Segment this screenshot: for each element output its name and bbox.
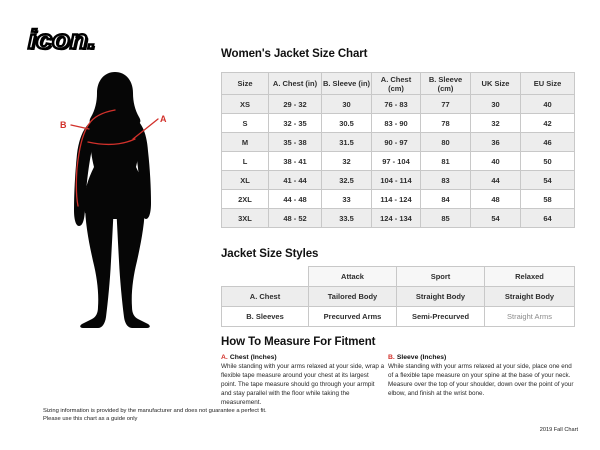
- column-header-chest-in: A. Chest (in): [269, 73, 322, 95]
- table-cell: 83 - 90: [372, 114, 421, 133]
- table-cell: 85: [421, 209, 471, 228]
- sizing-disclaimer: [43, 407, 267, 424]
- fitment-body-chest: While standing with your arms relaxed at your side, wrap a flexible tape measure around your chest at its largest point. The tape measure should go through your armpit and stay parallel with the floor while taking the measurement.: [221, 363, 385, 406]
- table-cell: 84: [421, 190, 471, 209]
- size-table-header-row: [222, 73, 575, 95]
- table-cell: XL: [222, 171, 269, 190]
- table-cell: 35 - 38: [269, 133, 322, 152]
- table-cell: 2XL: [222, 190, 269, 209]
- table-cell: Semi-Precurved: [397, 307, 485, 327]
- chart-version: 2019 Fall Chart: [539, 427, 578, 433]
- table-cell: 32: [471, 114, 521, 133]
- silhouette-left-leg: [80, 203, 114, 328]
- table-cell: Straight Body: [397, 287, 485, 307]
- table-cell: Tailored Body: [309, 287, 397, 307]
- column-header-relaxed: Relaxed: [485, 267, 575, 287]
- table-cell: M: [222, 133, 269, 152]
- fitment-heading-sleeve-text: Sleeve (Inches): [396, 354, 447, 361]
- silhouette-head: [90, 72, 141, 125]
- jacket-size-styles-table: [221, 266, 575, 327]
- table-cell: 80: [421, 133, 471, 152]
- fitment-heading-chest-text: Chest (Inches): [229, 354, 277, 361]
- table-cell: 50: [521, 152, 575, 171]
- table-cell: 42: [521, 114, 575, 133]
- fitment-heading-chest: [221, 354, 385, 361]
- table-cell: 36: [471, 133, 521, 152]
- table-cell: 54: [521, 171, 575, 190]
- table-cell: 40: [471, 152, 521, 171]
- table-cell: 30: [322, 95, 372, 114]
- styles-row-chest: [222, 287, 575, 307]
- table-cell: 48 - 52: [269, 209, 322, 228]
- table-cell: 32: [322, 152, 372, 171]
- table-cell: 104 - 114: [372, 171, 421, 190]
- body-measurement-diagram: [30, 55, 200, 335]
- column-header-chest-cm: A. Chest (cm): [372, 73, 421, 95]
- size-row-2xl: [222, 190, 575, 209]
- table-cell: 77: [421, 95, 471, 114]
- table-cell: 38 - 41: [269, 152, 322, 171]
- styles-header-row: [222, 267, 575, 287]
- table-cell: 33: [322, 190, 372, 209]
- styles-table-title: Jacket Size Styles: [221, 248, 319, 260]
- table-cell: 81: [421, 152, 471, 171]
- size-row-s: [222, 114, 575, 133]
- table-cell: 31.5: [322, 133, 372, 152]
- table-cell: 29 - 32: [269, 95, 322, 114]
- size-row-l: [222, 152, 575, 171]
- table-cell: XS: [222, 95, 269, 114]
- fitment-heading-sleeve: [388, 354, 576, 361]
- icon-logo: icon.: [28, 25, 96, 55]
- styles-row-sleeves: [222, 307, 575, 327]
- measurement-label-b: B: [60, 120, 67, 130]
- column-header-attack: Attack: [309, 267, 397, 287]
- size-row-m: [222, 133, 575, 152]
- table-cell: 83: [421, 171, 471, 190]
- size-row-3xl: [222, 209, 575, 228]
- table-cell: 124 - 134: [372, 209, 421, 228]
- table-cell: 30.5: [322, 114, 372, 133]
- table-cell: 58: [521, 190, 575, 209]
- fitment-body-sleeve: While standing with your arms relaxed at your side, place one end of a flexible tape measure on your spine at the base of your neck. Measure over the top of your shoulder, down over the point of your elbow, and finish at the wrist bone.: [388, 363, 574, 397]
- fitment-section-sleeve: [388, 354, 576, 399]
- size-row-xl: [222, 171, 575, 190]
- table-cell: Straight Body: [485, 287, 575, 307]
- disclaimer-line-1: Sizing information is provided by the manufacturer and does not guarantee a perfect fit.: [43, 408, 267, 414]
- column-header-size: Size: [222, 73, 269, 95]
- table-cell: 44: [471, 171, 521, 190]
- silhouette-right-leg: [116, 203, 150, 328]
- measurement-label-a: A: [160, 114, 167, 124]
- table-cell: 32 - 35: [269, 114, 322, 133]
- fitment-section-chest: [221, 354, 385, 408]
- table-cell: 33.5: [322, 209, 372, 228]
- table-cell: 97 - 104: [372, 152, 421, 171]
- row-label: B. Sleeves: [222, 307, 309, 327]
- column-header-uk-size: UK Size: [471, 73, 521, 95]
- table-cell: Straight Arms: [485, 307, 575, 327]
- table-cell: 44 - 48: [269, 190, 322, 209]
- fitment-title: How To Measure For Fitment: [221, 336, 376, 348]
- size-chart-title: Women's Jacket Size Chart: [221, 48, 368, 60]
- table-cell: 3XL: [222, 209, 269, 228]
- table-cell: 90 - 97: [372, 133, 421, 152]
- size-row-xs: [222, 95, 575, 114]
- column-header-eu-size: EU Size: [521, 73, 575, 95]
- column-header-sleeve-in: B. Sleeve (in): [322, 73, 372, 95]
- fitment-label-a: A.: [221, 354, 228, 361]
- table-cell: 30: [471, 95, 521, 114]
- blank-cell: [222, 267, 309, 287]
- column-header-sleeve-cm: B. Sleeve (cm): [421, 73, 471, 95]
- table-cell: 32.5: [322, 171, 372, 190]
- table-cell: 41 - 44: [269, 171, 322, 190]
- table-cell: 54: [471, 209, 521, 228]
- table-cell: Precurved Arms: [309, 307, 397, 327]
- table-cell: 76 - 83: [372, 95, 421, 114]
- table-cell: L: [222, 152, 269, 171]
- row-label: A. Chest: [222, 287, 309, 307]
- fitment-label-b: B.: [388, 354, 395, 361]
- table-cell: 48: [471, 190, 521, 209]
- table-cell: 114 - 124: [372, 190, 421, 209]
- table-cell: S: [222, 114, 269, 133]
- table-cell: 78: [421, 114, 471, 133]
- column-header-sport: Sport: [397, 267, 485, 287]
- disclaimer-line-2: Please use this chart as a guide only: [43, 416, 138, 423]
- table-cell: 64: [521, 209, 575, 228]
- table-cell: 40: [521, 95, 575, 114]
- table-cell: 46: [521, 133, 575, 152]
- womens-jacket-size-table: [221, 72, 575, 228]
